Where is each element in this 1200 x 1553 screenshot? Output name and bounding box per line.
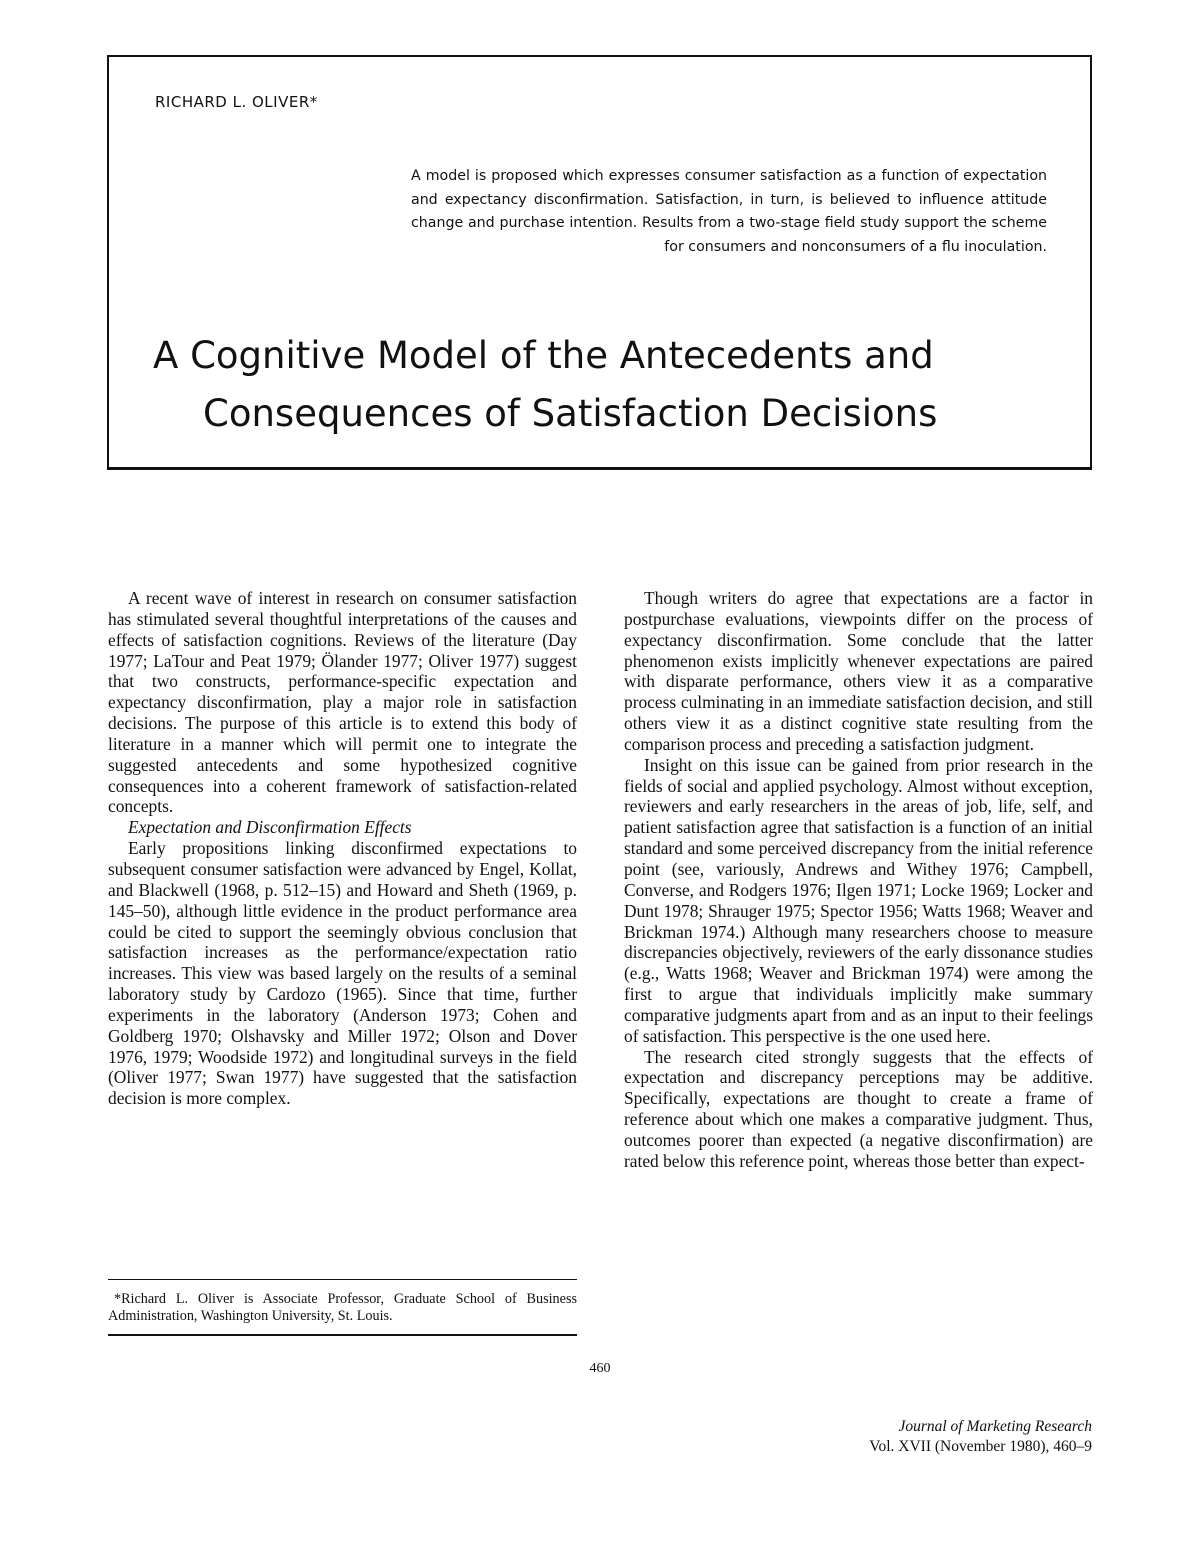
article-title-line-2: Consequences of Satisfaction Decisions	[203, 392, 938, 435]
paragraph: A recent wave of interest in research on consumer satisfaction has stimulated several thoughtful interpretations of the causes and effects of satisfaction cognitions. Reviews of the literature (Day 1977; LaTour and Peat 1979; Ölander 1977; Oliver 1977) suggest that two constructs, performance-specific expectation and expectancy disconfirmation, play a major role in satisfaction decisions. The purpose of this article is to extend this body of literature in a manner which will permit one to integrate the suggested antecedents and some hypothesized cognitive consequences into a coherent framework of satisfaction-related concepts.	[108, 588, 577, 817]
paragraph: The research cited strongly suggests that the effects of expectation and discrepancy perceptions may be additive. Specifically, expectations are thought to create a frame of reference about which one makes a comparative judgment. Thus, outcomes poorer than expected (a negative disconfirmation) are rated below this reference point, whereas those better than expect-	[624, 1046, 1093, 1171]
body-column-right	[624, 588, 1093, 1172]
section-heading: Expectation and Disconfirmation Effects	[128, 817, 412, 838]
author-name: RICHARD L. OLIVER*	[155, 93, 318, 111]
article-header-box	[107, 55, 1092, 470]
page-number: 460	[589, 1361, 611, 1376]
journal-name: Journal of Marketing Research	[898, 1418, 1092, 1435]
body-column-left	[108, 588, 577, 1109]
paragraph: Though writers do agree that expectations are a factor in postpurchase evaluations, viewpoints differ on the process of expectancy disconfirmation. Some conclude that the latter phenomenon exists implicitly whenever expectations are paired with disparate performance, others view it as a comparative process culminating in an immediate satisfaction decision, and still others view it as a distinct cognitive state resulting from the comparison process and preceding a satisfaction judgment.	[624, 588, 1093, 754]
abstract: A model is proposed which expresses consumer satisfaction as a function of expectation and expectancy disconfirmation. Satisfaction, in turn, is believed to influence attitude change and purchase intention. Results from a two-stage field study support the scheme for consumers and nonconsumers of a flu inoculation.	[411, 168, 1047, 255]
footnote-bottom-rule	[108, 1334, 577, 1336]
paragraph: Early propositions linking disconfirmed expectations to subsequent consumer satisfaction were advanced by Engel, Kollat, and Blackwell (1968, p. 512–15) and Howard and Sheth (1969, p. 145–50), although little evidence in the product performance area could be cited to support the seemingly obvious conclusion that satisfaction increases as the performance/expectation ratio increases. This view was based largely on the results of a seminal laboratory study by Cardozo (1965). Since that time, further experiments in the laboratory (Anderson 1973; Cohen and Goldberg 1970; Olshavsky and Miller 1972; Olson and Dover 1976, 1979; Woodside 1972) and longitudinal surveys in the field (Oliver 1977; Swan 1977) have suggested that the satisfaction decision is more complex.	[108, 838, 577, 1109]
article-title-line-1: A Cognitive Model of the Antecedents and	[153, 334, 934, 377]
footnote-divider	[108, 1279, 577, 1280]
paragraph: Insight on this issue can be gained from prior research in the fields of social and applied psychology. Almost without exception, reviewers and early researchers in the areas of job, life, self, and patient satisfaction agree that satisfaction is a function of an initial standard and some perceived discrepancy from the initial reference point (see, variously, Andrews and Withey 1976; Campbell, Converse, and Rodgers 1976; Ilgen 1971; Locke 1969; Locker and Dunt 1978; Shrauger 1975; Spector 1956; Watts 1968; Weaver and Brickman 1974.) Although many researchers choose to measure discrepancies objectively, reviewers of the early dissonance studies (e.g., Watts 1968; Weaver and Brickman 1974) were among the first to argue that individuals implicitly make summary comparative judgments apart from and as an input to their feelings of satisfaction. This perspective is the one used here.	[624, 754, 1093, 1046]
journal-volume: Vol. XVII (November 1980), 460–9	[869, 1438, 1092, 1455]
journal-citation	[869, 1417, 1092, 1457]
author-footnote: *Richard L. Oliver is Associate Professor, Graduate School of Business Administration, Washington University, St. Louis.	[108, 1291, 577, 1324]
